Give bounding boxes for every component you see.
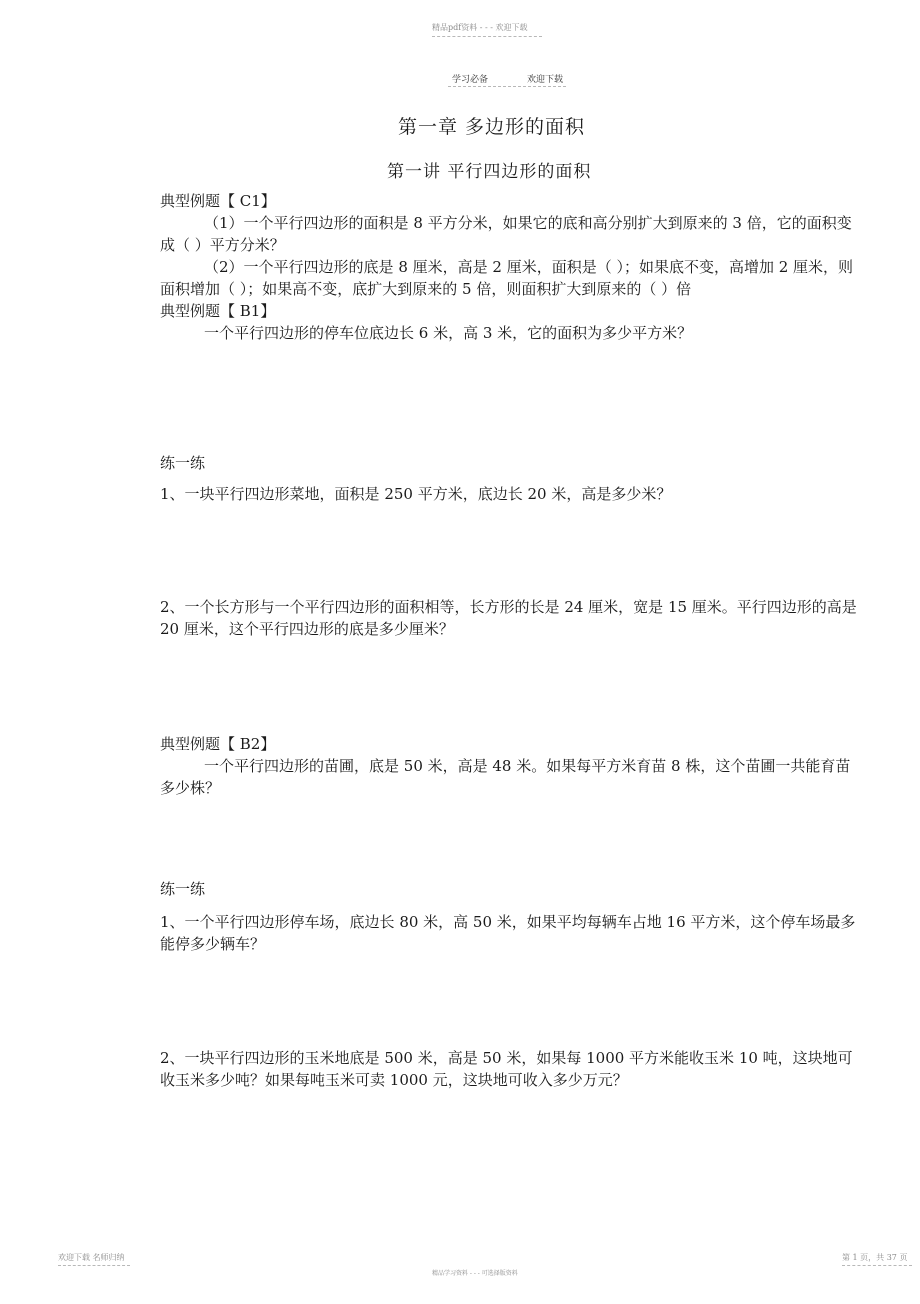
- practice-1-label: 练一练: [160, 454, 206, 472]
- example-b2: [160, 733, 860, 799]
- header-left-label: 学习必备: [452, 75, 489, 85]
- practice-1-question-1: 1、一块平行四边形菜地，面积是 250 平方米，底边长 20 米，高是多少米？: [160, 485, 672, 503]
- example-c1: [160, 190, 860, 344]
- footer-left: 欢迎下载 名师归纳: [58, 1253, 125, 1262]
- example-b2-question: 一个平行四边形的苗圃，底是 50 米，高是 48 米。如果每平方米育苗 8 株，这个苗圃一共能育苗多少株？: [160, 757, 851, 797]
- top-banner: 精品pdf资料 - - - 欢迎下载: [432, 23, 528, 32]
- example-b1-label: 典型例题【 B1】: [160, 302, 276, 320]
- chapter-title: 第一章 多边形的面积: [398, 116, 586, 138]
- example-c1-question-1: （1）一个平行四边形的面积是 8 平方分米，如果它的底和高分别扩大到原来的 3 倍，它的面积变成（ ）平方分米？: [160, 214, 852, 254]
- example-c1-label: 典型例题【 C1】: [160, 192, 276, 210]
- practice-2-question-2: 2、一块平行四边形的玉米地底是 500 米，高是 50 米，如果每 1000 平方米能收玉米 10 吨，这块地可收玉米多少吨？如果每吨玉米可卖 1000 元，这块地可收入多少万元？: [160, 1049, 853, 1089]
- lesson-title: 第一讲 平行四边形的面积: [387, 162, 592, 182]
- example-b1-question: 一个平行四边形的停车位底边长 6 米，高 3 米，它的面积为多少平方米？: [204, 324, 693, 342]
- practice-1-question-2: 2、一个长方形与一个平行四边形的面积相等，长方形的长是 24 厘米，宽是 15 厘米。平行四边形的高是 20 厘米，这个平行四边形的底是多少厘米？: [160, 598, 857, 638]
- example-b2-label: 典型例题【 B2】: [160, 735, 276, 753]
- example-c1-question-2: （2）一个平行四边形的底是 8 厘米，高是 2 厘米，面积是（ ）；如果底不变，高增加 2 厘米，则面积增加（ ）；如果高不变，底扩大到原来的 5 倍，则面积扩大到原来的（ ）倍: [160, 258, 854, 298]
- footer-right-divider: [842, 1265, 912, 1266]
- header-right-label: 欢迎下载: [527, 75, 564, 85]
- footer-center: 精品学习资料 - - - 可选择版资料: [432, 1270, 518, 1277]
- header-divider: [448, 86, 566, 87]
- footer-left-divider: [58, 1265, 130, 1266]
- top-banner-divider: [432, 36, 542, 37]
- practice-2-question-1: 1、一个平行四边形停车场，底边长 80 米，高 50 米，如果平均每辆车占地 16 平方米，这个停车场最多能停多少辆车？: [160, 913, 856, 953]
- practice-2-label: 练一练: [160, 880, 206, 898]
- footer-page-number: 第 1 页，共 37 页: [842, 1253, 908, 1262]
